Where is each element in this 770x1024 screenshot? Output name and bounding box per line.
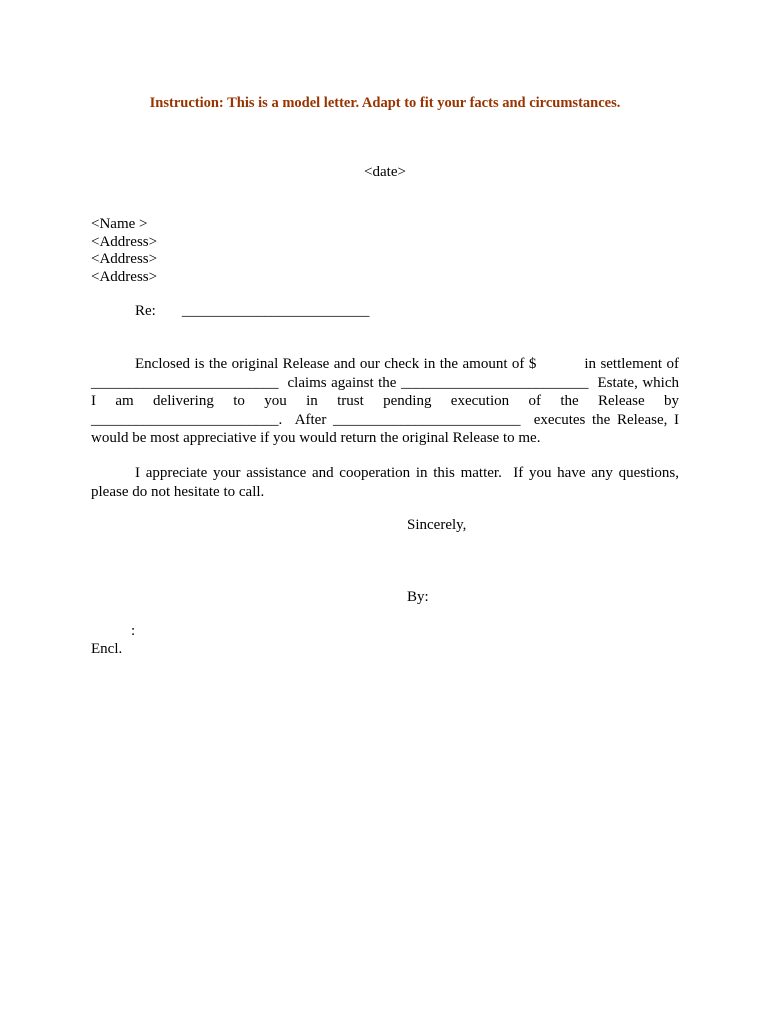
re-label: Re: [135,303,156,319]
recipient-address-3: <Address> [91,268,158,285]
instruction-banner: Instruction: This is a model letter. Adapt to fit your facts and circumstances. [149,95,621,111]
p2-line-1: I appreciate your assistance and cooperation in this matter. If you have any questions, [135,465,679,482]
body-paragraph-1 [91,355,679,447]
p1-line-1 [91,355,679,373]
p1-line-4: _________________________. After _________________________ executes the Release, I [91,411,679,428]
re-line [91,302,679,320]
p1-line-5: would be most appreciative if you would return the original Release to me. [91,430,541,447]
p1-line-2: _________________________ claims against the _________________________ Estate, which [91,374,679,391]
closing-sincerely: Sincerely, [407,517,467,534]
p1-line1-after-amount: in settlement of [584,356,680,373]
p2-line-2: please do not hesitate to call. [91,483,265,500]
body-paragraph-2 [91,464,679,501]
p1-line1-before-amount: Enclosed is the original Release and our check in the amount of $ [135,356,537,373]
recipient-address-1: <Address> [91,233,158,250]
recipient-name: <Name > [91,216,148,232]
recipient-block [91,216,679,286]
enclosure-line: Encl. [91,641,123,658]
signature-colon-line: : [131,623,136,640]
re-blank-line: _________________________ [181,303,370,319]
by-line: By: [407,588,429,605]
date-placeholder: <date> [364,164,406,180]
recipient-address-2: <Address> [91,251,158,267]
p1-line-3: I am delivering to you in trust pending execution of the Release by [91,393,679,410]
